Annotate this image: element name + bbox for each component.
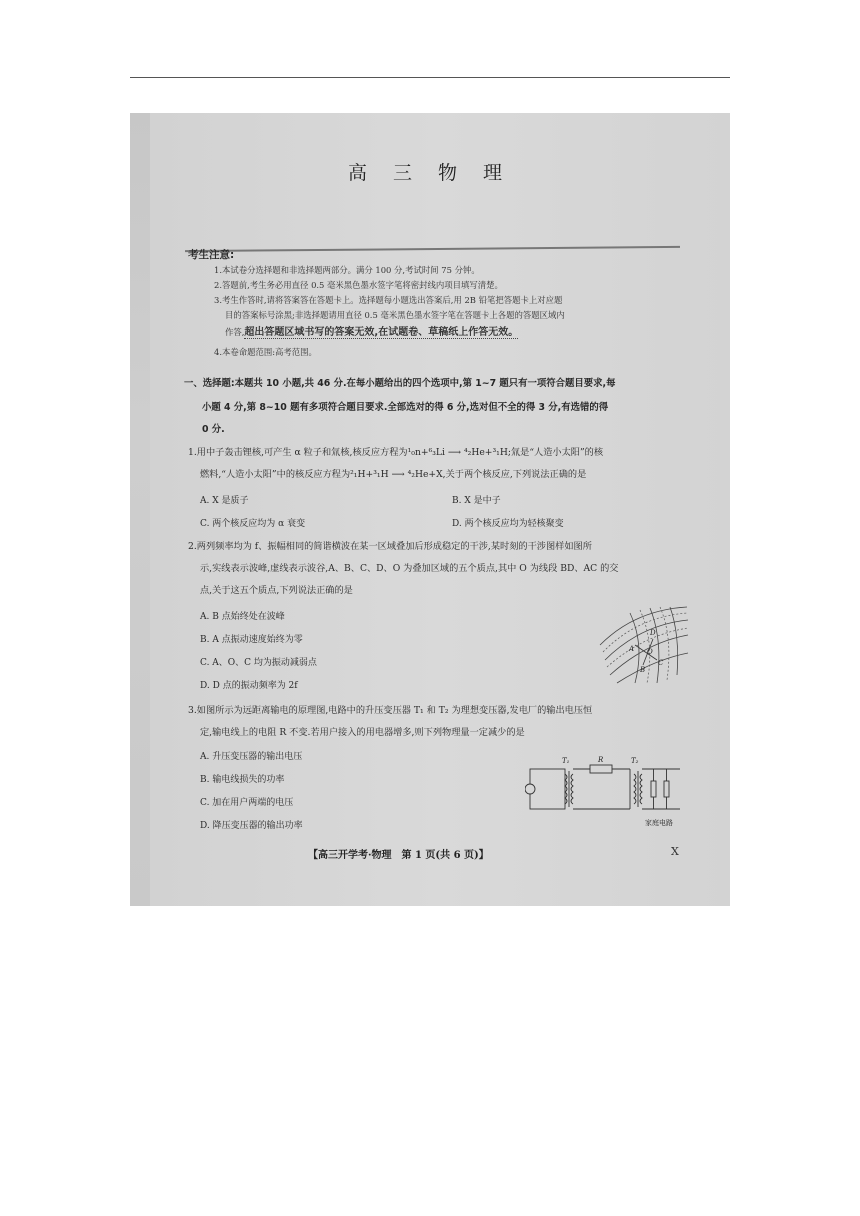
wave-trough-line: [660, 607, 669, 680]
power-transmission-circuit: [525, 749, 685, 831]
notice-item-3-tail: 作答,: [225, 327, 245, 337]
q1-option-a: A. X 是质子: [200, 496, 249, 506]
home-load-2: [664, 781, 669, 797]
point-c-label: C: [658, 659, 664, 667]
q2-option-c: C. A、O、C 均为振动减弱点: [200, 658, 317, 668]
point-d-label: D: [650, 629, 656, 637]
section1-line-1: 一、选择题:本题共 10 小题,共 46 分.在每小题给出的四个选项中,第 1~7 题只有一项符合题目要求,每: [184, 378, 616, 389]
q2-line-2: 示,实线表示波峰,虚线表示波谷,A、B、C、D、O 为叠加区域的五个质点,其中 O 为线段 BD、AC 的交: [200, 563, 619, 574]
q3-option-a: A. 升压变压器的输出电压: [200, 752, 303, 762]
interference-figure: [595, 605, 690, 685]
wave-trough-line: [603, 613, 687, 652]
q1-option-d: D. 两个核反应均为轻核聚变: [452, 519, 564, 529]
point-a-label: A: [629, 645, 635, 653]
notice-item-3-end: [225, 325, 518, 340]
section1-line-3: 0 分.: [202, 424, 225, 435]
t2-primary-coil: [634, 774, 636, 804]
q1-line-2: 燃料,“人造小太阳”中的核反应方程为²₁H+³₁H ⟶ ⁴₂He+X,关于两个核反应,下列说法正确的是: [200, 469, 587, 480]
q1-option-c: C. 两个核反应均为 α 衰变: [200, 519, 306, 529]
home-circuit-label: 家庭电路: [645, 819, 673, 827]
q1-option-b: B. X 是中子: [452, 496, 501, 506]
notice-item-4: 4.本卷命题范围:高考范围。: [214, 347, 317, 357]
home-load-1: [651, 781, 656, 797]
q2-option-a: A. B 点始终处在波峰: [200, 612, 285, 622]
section1-line-2: 小题 4 分,第 8~10 题有多项符合题目要求.全部选对的得 6 分,选对但不全的得 3 分,有选错的得: [202, 402, 609, 413]
exam-photo: [130, 113, 730, 906]
q3-option-d: D. 降压变压器的输出功率: [200, 821, 303, 831]
page-footer: 【高三开学考·物理 第 1 页(共 6 页)】: [308, 850, 489, 861]
notice-item-1: 1.本试卷分选择题和非选择题两部分。满分 100 分,考试时间 75 分钟。: [214, 265, 480, 275]
q3-line-2: 定,输电线上的电阻 R 不变.若用户接入的用电器增多,则下列物理量一定减少的是: [200, 727, 525, 738]
wave-crest-line: [670, 607, 678, 675]
generator-icon: [525, 784, 535, 794]
q2-line-3: 点,关于这五个质点,下列说法正确的是: [200, 585, 353, 596]
resistor-r: [590, 765, 612, 773]
q2-option-b: B. A 点振动速度始终为零: [200, 635, 303, 645]
notice-item-3: 3.考生作答时,请将答案答在答题卡上。选择题每小题选出答案后,用 2B 铅笔把答题卡上对应题: [214, 295, 563, 305]
q1-line-1: 1.用中子轰击锂核,可产生 α 粒子和氚核,核反应方程为¹₀n+⁶₃Li ⟶ ⁴₂He+³₁H;氚是“人造小太阳”的核: [188, 447, 604, 458]
notice-item-2: 2.答题前,考生务必用直径 0.5 毫米黑色墨水签字笔将密封线内项目填写清楚。: [214, 280, 503, 290]
top-rule: [130, 77, 730, 78]
exam-title: 高 三 物 理: [347, 162, 513, 184]
q3-line-1: 3.如图所示为远距离输电的原理图,电路中的升压变压器 T₁ 和 T₂ 为理想变压器,发电厂的输出电压恒: [188, 705, 593, 716]
q3-option-b: B. 输电线损失的功率: [200, 775, 285, 785]
q2-line-1: 2.两列频率均为 f、振幅相同的简谐横波在某一区域叠加后形成稳定的干涉,某时刻的干涉图样如图所: [188, 541, 592, 552]
t1-secondary-coil: [571, 774, 573, 804]
point-b-label: B: [640, 666, 646, 674]
point-o-label: O: [647, 648, 653, 656]
notice-heading: 考生注意:: [188, 249, 235, 261]
q3-option-c: C. 加在用户两端的电压: [200, 798, 294, 808]
q2-option-d: D. D 点的振动频率为 2f: [200, 681, 298, 691]
t2-secondary-coil: [640, 774, 642, 804]
t1-label: T₁: [562, 757, 570, 765]
corner-mark: X: [671, 845, 679, 858]
wave-crest-line: [600, 607, 687, 645]
notice-item-3-cont: 目的答案标号涂黑;非选择题请用直径 0.5 毫米黑色墨水签字笔在答题卡上各题的答题区域内: [225, 310, 565, 320]
notice-emphasis: 超出答题区域书写的答案无效,在试题卷、草稿纸上作答无效。: [244, 327, 519, 338]
t2-label: T₂: [631, 757, 639, 765]
resistor-label: R: [598, 756, 604, 764]
